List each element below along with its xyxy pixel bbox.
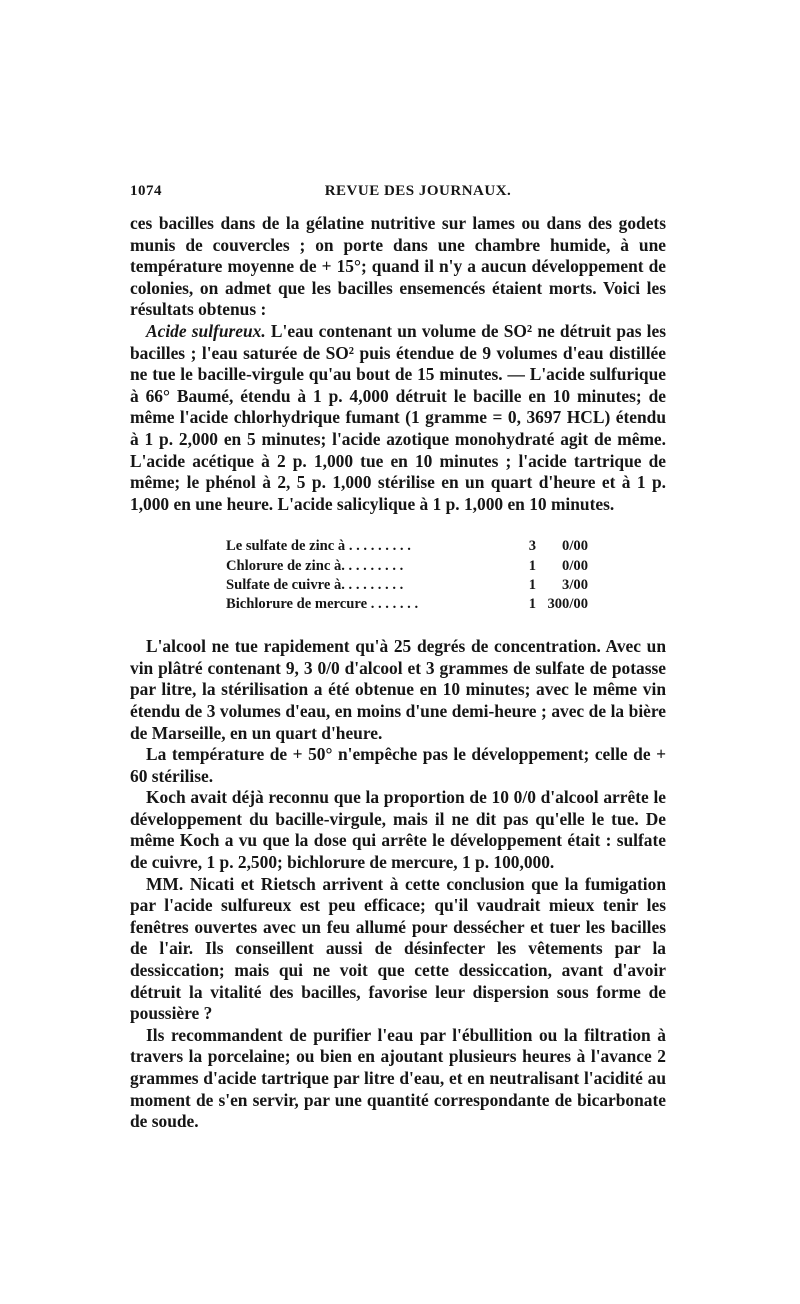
table-row [226, 576, 588, 595]
paragraph-conclusion: MM. Nicati et Rietsch arrivent à cette conclusion que la fumigation par l'acide sulfureux est peu efficace; qu'il vaudrait mieux tenir les fenêtres ouvertes avec un feu allumé pour dessécher et tuer les bacilles de l'air. Ils conseillent aussi de désinfecter les vêtements par la dessiccation; mais qui ne voit que cette dessiccation, avant d'avoir détruit la vitalité des bacilles, favorise leur dispersion sous forme de poussière ? [130, 873, 666, 1024]
table-row-number: 1 [528, 557, 536, 574]
paragraph-acide-sulfureux-text: L'eau contenant un volume de SO² ne détruit pas les bacilles ; l'eau saturée de SO² puis étendue de 9 volumes d'eau distillée ne tue le bacille-virgule qu'au bout de 15 minutes. — L'acide sulfurique à 66° Baumé, étendu à 1 p. 4,000 détruit le bacille en 10 minutes; de même l'acide chlorhydrique fumant (1 gramme = 0, 3697 HCL) étendu à 1 p. 2,000 en 5 minutes; l'acide azotique monohydraté agit de même. L'acide acétique à 2 p. 1,000 tue en 10 minutes ; l'acide tartrique de même; le phénol à 2, 5 p. 1,000 stérilise en un quart d'heure et à 1 p. 1,000 en une heure. L'acide salicylique à 1 p. 1,000 en 10 minutes. [130, 320, 666, 514]
table-row-number: 3 [528, 538, 536, 555]
table-row-value: 300/00 [547, 595, 588, 612]
table-row [226, 537, 588, 556]
page-number: 1074 [130, 183, 162, 199]
table-row-name: Sulfate de cuivre à. . . . . . . . . [226, 576, 404, 593]
table-row-value: 3/00 [562, 576, 588, 593]
table-row [226, 595, 588, 614]
table-row [226, 557, 588, 576]
paragraph-temperature: La température de + 50° n'empêche pas le développement; celle de + 60 stérilise. [130, 744, 666, 786]
table-row-value: 0/00 [562, 557, 588, 574]
paragraph-alcool: L'alcool ne tue rapidement qu'à 25 degrés de concentration. Avec un vin plâtré contenant 9, 3 0/0 d'alcool et 3 grammes de sulfate de potasse par litre, la stérilisation a été obtenue en 10 minutes; avec le même vin étendu de 3 volumes d'eau, en moins d'une demi-heure ; avec de la bière de Marseille, en un quart d'heure. [130, 636, 666, 743]
running-head: REVUE DES JOURNAUX. [324, 183, 512, 199]
disinfectant-table [226, 537, 588, 614]
paragraph-intro: ces bacilles dans de la gélatine nutritive sur lames ou dans des godets munis de couvercles ; on porte dans une chambre humide, à une température moyenne de + 15°; quand il n'y a aucun développement de colonies, on admet que les bacilles ensemencés étaient morts. Voici les résultats obtenus : [130, 213, 666, 320]
book-page [130, 183, 666, 1133]
table-row-name: Le sulfate de zinc à . . . . . . . . . [226, 538, 411, 555]
table-row-number: 1 [528, 595, 536, 612]
paragraph-koch: Koch avait déjà reconnu que la proportion de 10 0/0 d'alcool arrête le développement du bacille-virgule, mais il ne dit pas qu'elle le tue. De même Koch a vu que la dose qui arrête le développement était : sulfate de cuivre, 1 p. 2,500; bichlorure de mercure, 1 p. 100,000. [130, 787, 666, 873]
table-row-name: Chlorure de zinc à. . . . . . . . . [226, 557, 404, 574]
table-row-name: Bichlorure de mercure . . . . . . . [226, 595, 419, 612]
table-row-number: 1 [528, 576, 536, 593]
table-row-value: 0/00 [562, 538, 588, 555]
paragraph-acide-sulfureux [130, 321, 666, 515]
paragraph-recommendations: Ils recommandent de purifier l'eau par l'ébullition ou la filtration à travers la porcelaine; ou bien en ajoutant plusieurs heures à l'avance 2 grammes d'acide tartrique par litre d'eau, et en neutralisant l'acidité au moment de s'en servir, par une quantité correspondante de bicarbonate de soude. [130, 1024, 666, 1132]
page-header [130, 183, 666, 213]
section-heading-acide-sulfureux: Acide sulfureux. [146, 320, 266, 341]
